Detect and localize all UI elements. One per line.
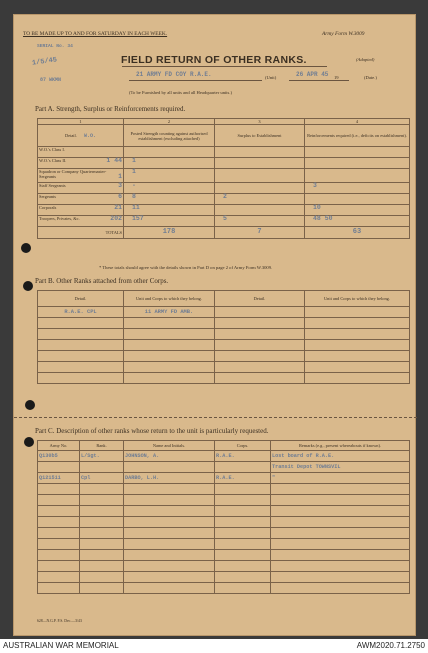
army-no-value	[38, 550, 80, 561]
description-row	[38, 528, 410, 539]
corps-value	[215, 495, 271, 506]
part-b-empty-cell	[305, 307, 410, 318]
army-no-value	[38, 539, 80, 550]
army-no-value	[38, 484, 80, 495]
army-form-number: Army Form W.3009	[322, 31, 365, 37]
row-label: W.O.'s Class II. 1 44	[38, 158, 124, 169]
army-no-value: Q121511	[38, 473, 80, 484]
punch-hole	[23, 281, 33, 291]
remarks-value: Lost board of R.A.E.	[271, 451, 410, 462]
rank-value	[80, 561, 124, 572]
strength-row	[38, 183, 410, 194]
army-no-value	[38, 528, 80, 539]
army-no-value: Q130b5	[38, 451, 80, 462]
detail-header-typed: W.O.	[83, 132, 96, 139]
part-b-entry-unit: 11 ARMY FD AMB.	[124, 307, 215, 318]
part-b-detail-header-1: Detail.	[38, 291, 124, 307]
reinforcements-value: 3	[305, 183, 410, 194]
remarks-value	[271, 528, 410, 539]
army-no-header: Army No.	[38, 441, 80, 451]
part-a-footnote: * These totals should agree with the details shown in Part D on page 2 of Army Form W.3009.	[99, 265, 273, 270]
posted-value: 1	[124, 169, 215, 183]
corps-value: R.A.E.	[215, 451, 271, 462]
form-title: FIELD RETURN OF OTHER RANKS.	[121, 54, 307, 66]
corps-value	[215, 561, 271, 572]
rank-value	[80, 517, 124, 528]
totals-label: TOTALS	[38, 227, 124, 239]
strength-row	[38, 169, 410, 183]
strength-row	[38, 194, 410, 205]
punch-hole	[21, 243, 31, 253]
name-value: DARBO, L.H.	[124, 473, 215, 484]
description-row	[38, 550, 410, 561]
serial-number: SERIAL No. 34	[37, 44, 73, 49]
reinforcements-value: 10	[305, 205, 410, 216]
rank-value	[80, 550, 124, 561]
name-value	[124, 583, 215, 594]
detail-header-label: Detail.	[65, 132, 77, 138]
description-row	[38, 517, 410, 528]
furnish-note: (To be Furnished by all units and all Headquarter units.)	[129, 90, 233, 95]
remarks-value	[271, 517, 410, 528]
stamp-line-1: 1/5/45	[31, 56, 58, 68]
reinforcements-value	[305, 158, 410, 169]
stamp-line-2: 87 WKMN	[40, 77, 62, 83]
description-row	[38, 572, 410, 583]
row-label: Staff Sergeants 3	[38, 183, 124, 194]
part-b-table	[37, 290, 410, 384]
date-prefix: 19	[334, 75, 339, 80]
part-a-table	[37, 118, 410, 239]
corps-value	[215, 484, 271, 495]
totals-posted: 178	[124, 227, 215, 239]
description-row	[38, 539, 410, 550]
name-value	[124, 539, 215, 550]
unit-label: (Unit)	[265, 75, 277, 80]
surplus-value	[215, 205, 305, 216]
name-value	[124, 517, 215, 528]
posted-value: 8	[124, 194, 215, 205]
punch-hole	[24, 437, 34, 447]
instruction-text: TO BE MADE UP TO AND FOR SATURDAY IN EACH WEEK.	[23, 31, 168, 37]
part-b-unit-header-1: Unit and Corps to which they belong.	[124, 291, 215, 307]
rank-value	[80, 539, 124, 550]
corps-value	[215, 517, 271, 528]
rank-value	[80, 506, 124, 517]
reinforcements-value	[305, 147, 410, 158]
name-value	[124, 506, 215, 517]
corps-value	[215, 539, 271, 550]
part-b-empty-cell	[215, 307, 305, 318]
row-label: Squadron or Company Quartermaster-Sergeants 1	[38, 169, 124, 183]
reinforcements-value	[305, 194, 410, 205]
rank-value	[80, 484, 124, 495]
row-label: Sergeants 6	[38, 194, 124, 205]
adapted-note: (Adapted)	[356, 57, 375, 62]
name-value	[124, 462, 215, 473]
remarks-value	[271, 506, 410, 517]
corps-value	[215, 583, 271, 594]
posted-strength-header: Posted Strength counting against authorised establishment (excluding attached)	[124, 125, 215, 147]
name-header: Name and Initials.	[124, 441, 215, 451]
army-no-value	[38, 517, 80, 528]
name-value	[124, 484, 215, 495]
establishment-value: 1	[118, 173, 122, 180]
reinforcements-header: Reinforcements required (i.e., deficits on establishment).	[305, 125, 410, 147]
rank-header: Rank.	[80, 441, 124, 451]
surplus-value	[215, 169, 305, 183]
part-b-unit-header-2: Unit and Corps to which they belong.	[305, 291, 410, 307]
part-b-heading: Part B. Other Ranks attached from other Corps.	[35, 277, 169, 285]
army-no-value	[38, 462, 80, 473]
footer-left: AUSTRALIAN WAR MEMORIAL	[3, 641, 119, 650]
remarks-value: "	[271, 473, 410, 484]
remarks-value	[271, 561, 410, 572]
print-mark: 628—N.G.P. F.S. Dec.—3/43	[37, 619, 82, 623]
name-value: JOHNSON, A.	[124, 451, 215, 462]
army-no-value	[38, 561, 80, 572]
description-row	[38, 473, 410, 484]
corps-value	[215, 506, 271, 517]
totals-reinforcements: 63	[305, 227, 410, 239]
corps-value	[215, 550, 271, 561]
posted-value: 157	[124, 216, 215, 227]
corps-value	[215, 462, 271, 473]
remarks-value	[271, 583, 410, 594]
posted-value: -	[124, 183, 215, 194]
remarks-value	[271, 539, 410, 550]
footer-right: AWM2020.71.2750	[356, 641, 425, 650]
remarks-value	[271, 572, 410, 583]
remarks-value	[271, 495, 410, 506]
col-number-2: 2	[124, 119, 215, 125]
name-value	[124, 561, 215, 572]
surplus-value	[215, 183, 305, 194]
remarks-value	[271, 484, 410, 495]
description-row	[38, 484, 410, 495]
col-number-1: 1	[38, 119, 124, 125]
corps-value: R.A.E.	[215, 473, 271, 484]
description-row	[38, 495, 410, 506]
rank-value: Cpl	[80, 473, 124, 484]
date-line	[289, 80, 349, 81]
rank-value	[80, 583, 124, 594]
remarks-value: Transit Depot TOWNSVIL	[271, 462, 410, 473]
surplus-header: Surplus to Establishment	[215, 125, 305, 147]
part-b-detail-header-2: Detail.	[215, 291, 305, 307]
totals-surplus: 7	[215, 227, 305, 239]
name-value	[124, 572, 215, 583]
detail-header	[38, 125, 124, 147]
surplus-value: 2	[215, 194, 305, 205]
strength-row	[38, 216, 410, 227]
part-c-table	[37, 440, 410, 594]
description-row	[38, 561, 410, 572]
army-no-value	[38, 506, 80, 517]
surplus-value	[215, 158, 305, 169]
strength-row	[38, 147, 410, 158]
establishment-value: 21	[114, 204, 122, 211]
perforation-line	[14, 417, 417, 418]
form-sheet	[13, 14, 416, 636]
row-label: W.O.'s Class I.	[38, 147, 124, 158]
establishment-value: 3	[118, 182, 122, 189]
date-value: 26 APR 45	[296, 71, 329, 78]
army-no-value	[38, 495, 80, 506]
corps-header: Corps.	[215, 441, 271, 451]
strength-row	[38, 158, 410, 169]
army-no-value	[38, 583, 80, 594]
rank-value: L/Sgt.	[80, 451, 124, 462]
posted-value: 1	[124, 158, 215, 169]
date-label: (Date.)	[364, 75, 377, 80]
reinforcements-value	[305, 169, 410, 183]
part-b-entry-detail: R.A.E. CPL	[38, 307, 124, 318]
rank-value	[80, 495, 124, 506]
rank-value	[80, 572, 124, 583]
part-c-heading: Part C. Description of other ranks whose return to the unit is particularly requested.	[35, 427, 269, 435]
description-row	[38, 583, 410, 594]
posted-value	[124, 147, 215, 158]
part-a-heading: Part A. Strength, Surplus or Reinforcements required.	[35, 105, 186, 113]
unit-line	[129, 80, 262, 81]
row-label: Troopers, Privates, &c. 202	[38, 216, 124, 227]
strength-row	[38, 205, 410, 216]
establishment-value: 1 44	[106, 157, 122, 164]
archive-footer	[0, 639, 428, 653]
row-label: Corporals 21	[38, 205, 124, 216]
unit-value: 21 ARMY FD COY R.A.E.	[136, 71, 212, 78]
corps-value	[215, 572, 271, 583]
establishment-value: 6	[118, 193, 122, 200]
remarks-value	[271, 550, 410, 561]
reinforcements-value: 48 50	[305, 216, 410, 227]
establishment-value: 202	[110, 215, 122, 222]
corps-value	[215, 528, 271, 539]
name-value	[124, 550, 215, 561]
punch-hole	[25, 400, 35, 410]
rank-value	[80, 462, 124, 473]
col-number-3: 3	[215, 119, 305, 125]
col-number-4: 4	[305, 119, 410, 125]
surplus-value: 5	[215, 216, 305, 227]
remarks-header: Remarks (e.g., present whereabouts if known).	[271, 441, 410, 451]
rank-value	[80, 528, 124, 539]
description-row	[38, 451, 410, 462]
title-underline	[122, 66, 327, 67]
army-no-value	[38, 572, 80, 583]
name-value	[124, 528, 215, 539]
description-row	[38, 462, 410, 473]
description-row	[38, 506, 410, 517]
posted-value: 11	[124, 205, 215, 216]
surplus-value	[215, 147, 305, 158]
name-value	[124, 495, 215, 506]
